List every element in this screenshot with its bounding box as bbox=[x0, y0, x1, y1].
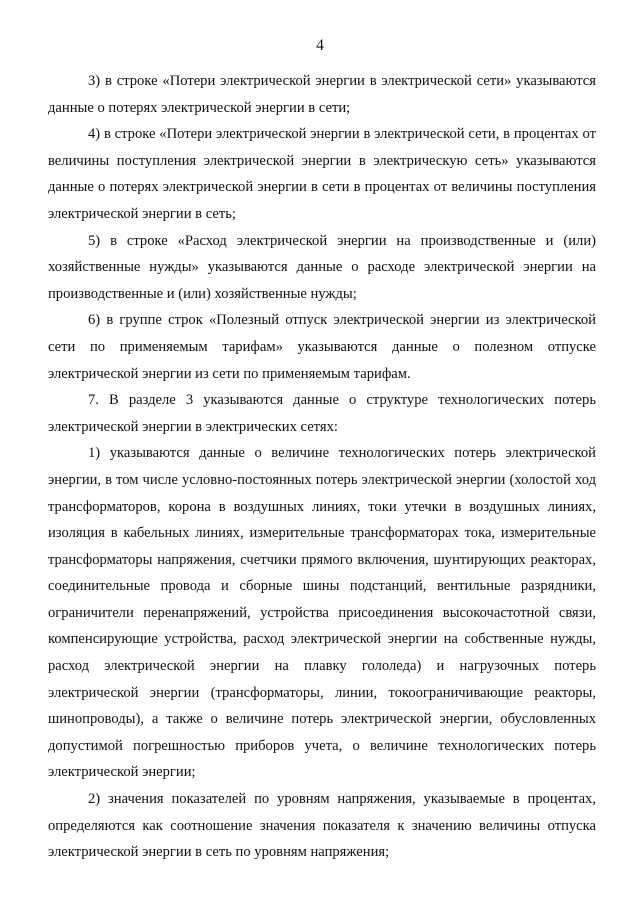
paragraph-item-6: 6) в группе строк «Полезный отпуск электрической энергии из электрической сети по применяемым тарифам» указываются данные о полезном отпуске электрической энергии из сети по применяемым тарифам. bbox=[48, 312, 596, 382]
paragraph-item-4: 4) в строке «Потери электрической энергии в электрической сети, в процентах от величины поступления электрической энергии в электрическую сеть» указываются данные о потерях электрической энергии в сети в процентах от величины поступления электрической энергии в сеть; bbox=[48, 126, 596, 222]
paragraph-item-5: 5) в строке «Расход электрической энергии на производственные и (или) хозяйственные нужды» указываются данные о расходе электрической энергии на производственные и (или) хозяйственные нужды; bbox=[48, 232, 596, 302]
paragraph-item-3: 3) в строке «Потери электрической энергии в электрической сети» указываются данные о потерях электрической энергии в сети; bbox=[48, 73, 596, 116]
paragraph-subitem-2: 2) значения показателей по уровням напряжения, указываемые в процентах, определяются как соотношение значения показателя к значению величины отпуска электрической энергии в сеть по уровням напряжения; bbox=[48, 791, 596, 861]
page-number: 4 bbox=[316, 37, 324, 54]
paragraph-section-7: 7. В разделе 3 указываются данные о структуре технологических потерь электрической энергии в электрических сетях: bbox=[48, 392, 596, 435]
document-body bbox=[48, 68, 596, 866]
paragraph-subitem-1: 1) указываются данные о величине технологических потерь электрической энергии, в том числе условно-постоянных потерь электрической энергии (холостой ход трансформаторов, корона в воздушных линиях, токи утечки в воздушных линиях, изоляция в кабельных линиях, измерительные трансформаторах тока, измерительные трансформаторы напряжения, счетчики прямого включения, шунтирующих реакторах, соединительные провода и сборные шины подстанций, вентильные разрядники, ограничители перенапряжений, устройства присоединения высокочастотной связи, компенсирующие устройства, расход электрической энергии на собственные нужды, расход электрической энергии на плавку гололеда) и нагрузочных потерь электрической энергии (трансформаторы, линии, токоограничивающие реакторы, шинопроводы), а также о величине потерь электрической энергии, обусловленных допустимой погрешностью приборов учета, о величине технологических потерь электрической энергии; bbox=[48, 445, 596, 781]
